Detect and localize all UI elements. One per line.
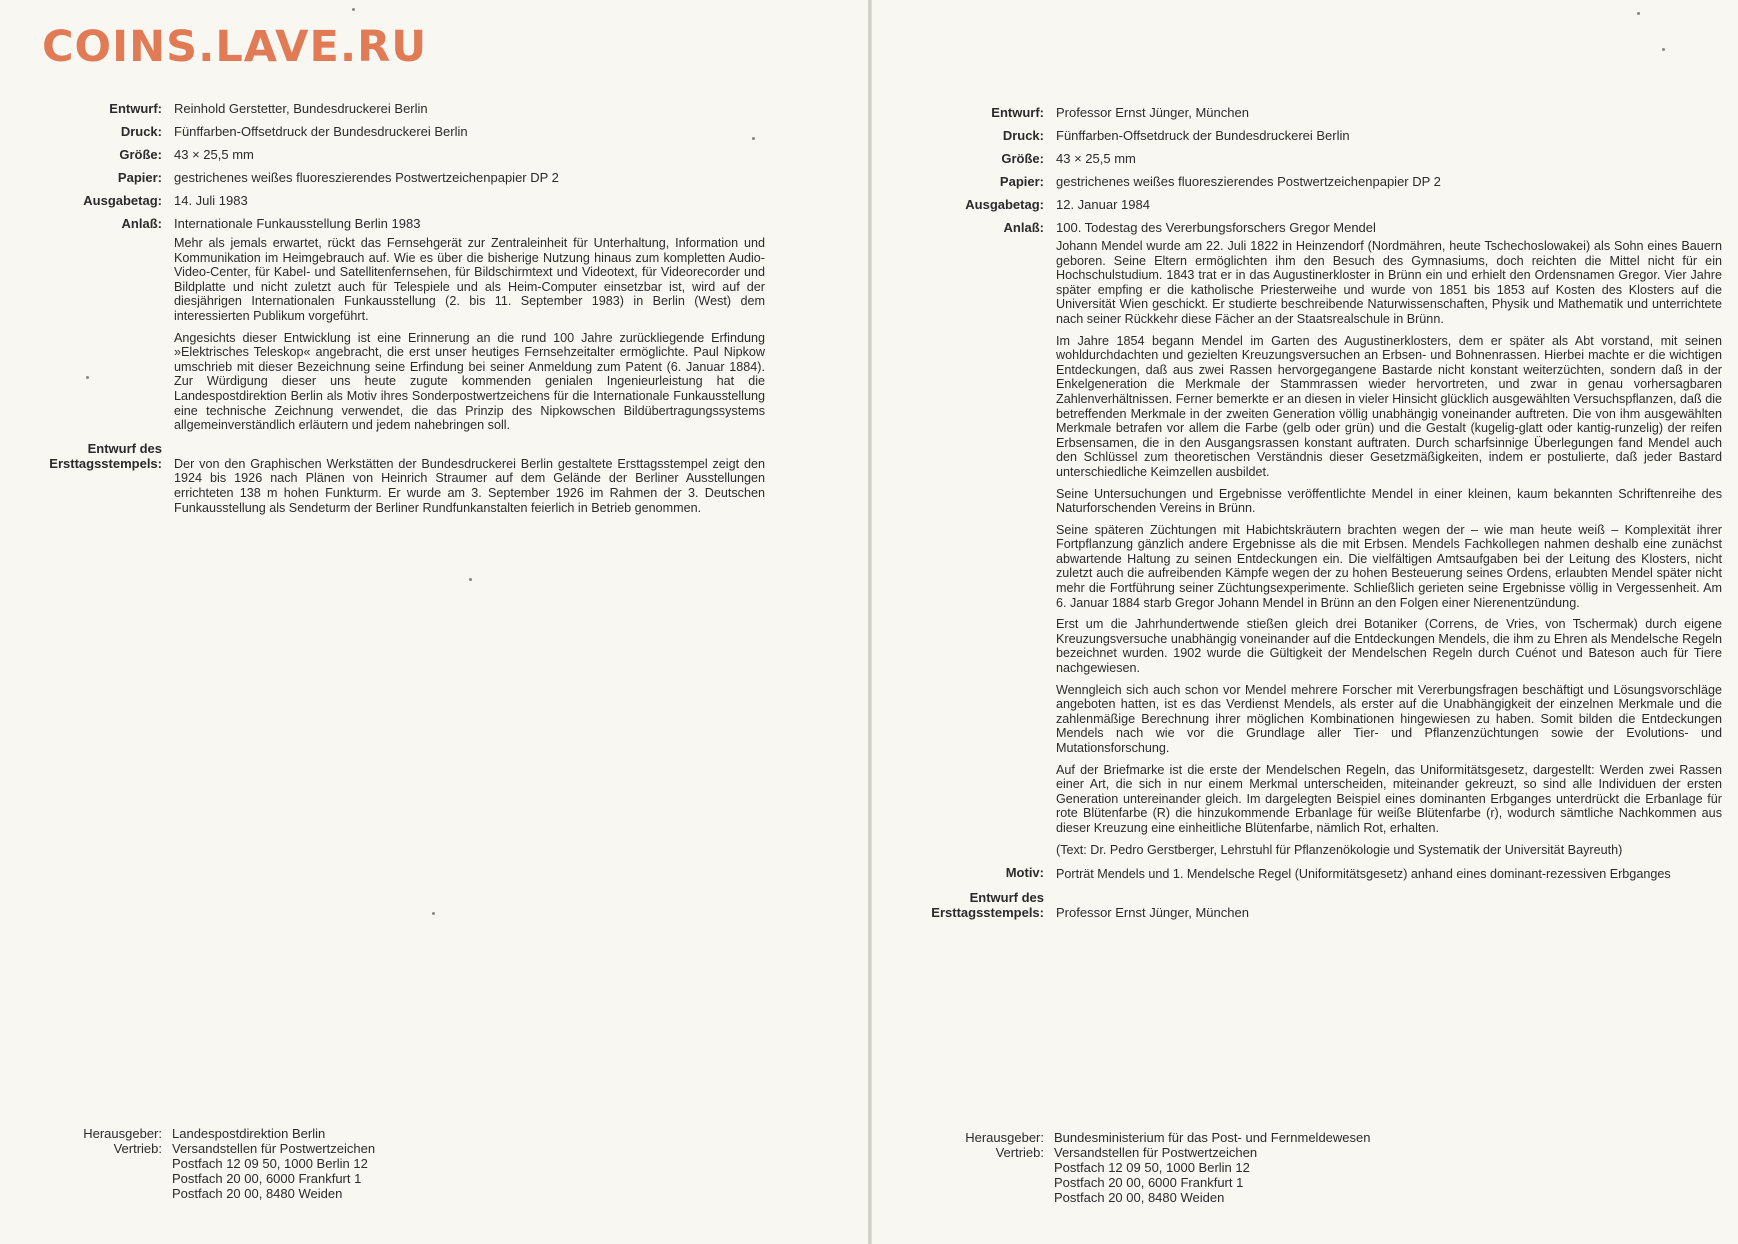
anlass-paragraph: Wenngleich sich auch schon vor Mendel mehrere Forscher mit Vererbungsfragen beschäftigt und Lösungsvorschläge angeboten hatten, ist es das Verdienst Mendels, als erster auf die Unabhängigkeit der einzelnen Merkmale und die zahlenmäßige Berechnung ihrer möglichen Kombinationen hingewiesen zu haben. Somit bilden die Entdeckungen Mendels nach wie vor die Grundlage aller Tier- und Pflanzenzüchtungen sowie der Evolutions- und Mutationsforschung. <box>1056 682 1722 755</box>
field-value: Professor Ernst Jünger, München <box>1056 105 1249 120</box>
footer-label: Herausgeber: <box>83 1126 162 1141</box>
label-line: Entwurf des <box>969 890 1044 906</box>
label-line: Ersttagsstempels: <box>49 455 162 471</box>
anlass-paragraph: Seine späteren Züchtungen mit Habichtskräutern brachten wegen der – wie man heute weiß – Komplexität ihrer Fortpflanzung gänzlich andere Ergebnisse als die mit Erbsen. Mendels Fachkollegen nahmen deshalb eine zunächst abwartende Haltung zu seinen Entdeckungen ein. Die vielfältigen Amtsaufgaben bei der Leitung des Klosters, nicht zuletzt auch die aufreibenden Kämpfe wegen der zu hohen Besteuerung seines Ordens, erlaubten Mendel später nicht mehr die Fortführung seiner Züchtungsexperimente. Schließlich gerieten seine Ergebnisse völlig in Vergessenheit. Am 6. Januar 1884 starb Gregor Johann Mendel in Brünn an den Folgen einer Nierenentzündung. <box>1056 522 1722 610</box>
field-label: Motiv: <box>1005 865 1044 881</box>
field-label: Anlaß: <box>1003 220 1044 235</box>
address-line: Postfach 20 00, 6000 Frankfurt 1 <box>172 1171 362 1186</box>
paper-speck <box>752 137 755 140</box>
label-line: Entwurf des <box>87 440 162 456</box>
paper-speck <box>1662 48 1665 51</box>
field-value <box>1056 865 1722 882</box>
anlass-paragraph: (Text: Dr. Pedro Gerstberger, Lehrstuhl für Pflanzenökologie und Systematik der Universität Bayreuth) <box>1056 842 1623 857</box>
label-line: Ersttagsstempels: <box>931 905 1044 921</box>
anlass-paragraph: Im Jahre 1854 begann Mendel im Garten des Augustinerklosters, dem er später als Abt vorstand, mit seinen wohldurchdachten und gezielten Kreuzungsversuchen an Erbsen- und Bohnenrassen. Hierbei machte er die wichtigen Entdeckungen, daß aus zwei Rassen hervorgegangene Bastarde nicht konstant weiterzüchten, sondern daß in der Enkelgeneration die Merkmale der Stammrassen wieder hervortreten, und zwar in genau vorhersagbaren Zahlenverhältnissen. Ferner bemerkte er an diesen in vieler Hinsicht glücklich ausgewählten Versuchspflanzen, daß die betreffenden Merkmale in der zweiten Generation völlig unabhängig voneinander auftreten. Die von ihm ausgewählten Merkmale betrafen vor allem die Farbe (gelb oder grün) und die Gestalt (kugelig-glatt oder kantig-runzelig) der reifen Erbsensamen, die in den Ausgangsrassen konstant auftraten. Durch scharfsinnige Überlegungen fand Mendel auch den Schlüssel zum theoretischen Verständnis dieser Gesetzmäßigkeiten, indem er postulierte, daß jeder Bastard unterschiedliche Keimzellen ausbildet. <box>1056 333 1722 479</box>
right-info-block <box>882 105 1722 928</box>
footer-herausgeber <box>20 1126 375 1141</box>
anlass-title: 100. Todestag des Vererbungsforschers Gregor Mendel <box>1056 220 1376 235</box>
paper-speck <box>86 376 89 379</box>
field-value: Professor Ernst Jünger, München <box>1056 905 1249 921</box>
paper-speck <box>469 578 472 581</box>
field-value: gestrichenes weißes fluoreszierendes Postwertzeichenpapier DP 2 <box>1056 174 1441 189</box>
field-label: Papier: <box>117 170 162 185</box>
footer-value: Bundesministerium für das Post- und Fernmeldewesen <box>1054 1130 1371 1145</box>
field-value: 14. Juli 1983 <box>174 193 248 208</box>
motiv-paragraph: Porträt Mendels und 1. Mendelsche Regel (Uniformitätsgesetz) anhand eines dominant-rezessiven Erbganges <box>1056 867 1671 882</box>
footer-value <box>172 1141 375 1201</box>
field-value: 12. Januar 1984 <box>1056 197 1150 212</box>
right-footer <box>882 1130 1370 1205</box>
left-row-papier <box>10 170 765 185</box>
paper-speck <box>1637 12 1640 15</box>
field-label: Papier: <box>999 174 1044 189</box>
paper-speck <box>432 912 435 915</box>
footer-vertrieb <box>882 1145 1370 1205</box>
left-row-ausgabetag <box>10 193 765 208</box>
left-row-anlass <box>10 216 765 433</box>
footer-label: Herausgeber: <box>965 1130 1044 1145</box>
right-sheet <box>872 0 1738 1244</box>
right-row-druck <box>882 128 1722 143</box>
right-row-papier <box>882 174 1722 189</box>
footer-label: Vertrieb: <box>995 1145 1044 1160</box>
right-row-motiv <box>882 865 1722 882</box>
address-line: Postfach 20 00, 6000 Frankfurt 1 <box>1054 1175 1244 1190</box>
address-line: Postfach 12 09 50, 1000 Berlin 12 <box>1054 1160 1250 1175</box>
anlass-paragraph: Erst um die Jahrhundertwende stießen gleich drei Botaniker (Correns, de Vries, von Tschermak) durch eigene Kreuzungsversuche unabhängig voneinander auf die Entdeckungen Mendels, die ihm zu Ehren als Mendelsche Regeln bezeichnet wurden. 1902 wurde die Gültigkeit der Mendelschen Regeln durch Cuénot und Bateson auch für Tiere nachgewiesen. <box>1056 617 1722 676</box>
field-label: Ausgabetag: <box>965 197 1044 212</box>
field-value: 43 × 25,5 mm <box>174 147 254 162</box>
footer-vertrieb <box>20 1141 375 1201</box>
right-row-ersttagsstempel <box>882 890 1722 920</box>
paper-speck <box>352 8 355 11</box>
field-label: Entwurf: <box>109 101 162 116</box>
footer-value <box>1054 1145 1257 1205</box>
field-label: Anlaß: <box>121 216 162 231</box>
left-row-ersttagsstempel <box>10 441 765 515</box>
anlass-paragraph: Seine Untersuchungen und Ergebnisse veröffentlichte Mendel in einer kleinen, kaum bekannten Schriftenreihe des Naturforschenden Vereins in Brünn. <box>1056 486 1722 516</box>
right-row-entwurf <box>882 105 1722 120</box>
address-line: Versandstellen für Postwertzeichen <box>172 1141 376 1156</box>
field-value: Fünffarben-Offsetdruck der Bundesdruckerei Berlin <box>174 124 468 139</box>
left-sheet <box>0 0 868 1244</box>
field-value: Reinhold Gerstetter, Bundesdruckerei Berlin <box>174 101 428 116</box>
field-value: 43 × 25,5 mm <box>1056 151 1136 166</box>
anlass-paragraph: Auf der Briefmarke ist die erste der Mendelschen Regeln, das Uniformitätsgesetz, dargestellt: Werden zwei Rassen einer Art, die sich in nur einem Merkmal unterscheiden, miteinander gekreuzt, so sind alle Individuen der ersten Generation untereinander gleich. Im dargelegten Beispiel eines dominanten Erbganges unterdrückt die Erbanlage für rote Blütenfarbe (R) die hinzukommende Erbanlage für weiße Blütenfarbe (r), wodurch sämtliche Nachkommen aus dieser Kreuzung eine einheitliche Blütenfarbe, nämlich Rot, erhalten. <box>1056 762 1722 835</box>
anlass-title: Internationale Funkausstellung Berlin 1983 <box>174 216 421 231</box>
field-value <box>174 441 765 515</box>
field-label <box>882 890 1056 920</box>
stamp-paragraph: Der von den Graphischen Werkstätten der Bundesdruckerei Berlin gestaltete Ersttagsstempel zeigt den 1924 bis 1926 nach Plänen von Heinrich Straumer auf dem Gelände der Berliner Ausstellungen errichteten 138 m hohen Funkturm. Er wurde am 3. September 1926 im Rahmen der 3. Deutschen Funkausstellung als Sendeturm der Berliner Rundfunkanstalten feierlich in Betrieb genommen. <box>174 456 765 515</box>
field-label <box>10 441 174 515</box>
anlass-paragraph: Angesichts dieser Entwicklung ist eine Erinnerung an die rund 100 Jahre zurückliegende Erfindung »Elektrisches Teleskop« angebracht, die erst unser heutiges Fernsehzeitalter ermöglichte. Paul Nipkow umschrieb mit dieser Bezeichnung seine Erfindung bei seiner Anmeldung zum Patent (6. Januar 1884). Zur Würdigung dieser uns heute zugute kommenden genialen Ingenieurleistung hat die Landespostdirektion Berlin als Motiv ihres Sonderpostwertzeichens für die Internationale Funkausstellung eine technische Zeichnung verwendet, die das Prinzip des Nipkowschen Bildübertragungssystems allgemeinverständlich erläutern und jedem nahebringen soll. <box>174 330 765 433</box>
address-line: Postfach 20 00, 8480 Weiden <box>172 1186 343 1201</box>
field-value: Fünffarben-Offsetdruck der Bundesdruckerei Berlin <box>1056 128 1350 143</box>
field-value: gestrichenes weißes fluoreszierendes Postwertzeichenpapier DP 2 <box>174 170 559 185</box>
field-label: Druck: <box>120 124 162 139</box>
field-label: Entwurf: <box>991 105 1044 120</box>
footer-value: Landespostdirektion Berlin <box>172 1126 326 1141</box>
left-footer <box>20 1126 375 1201</box>
address-line: Postfach 12 09 50, 1000 Berlin 12 <box>172 1156 368 1171</box>
field-value <box>1056 220 1722 857</box>
field-label: Größe: <box>1001 151 1044 166</box>
field-label: Ausgabetag: <box>83 193 162 208</box>
anlass-paragraph: Mehr als jemals erwartet, rückt das Fernsehgerät zur Zentraleinheit für Unterhaltung, Information und Kommunikation im Heimgebrauch auf. Wie es über die bisherige Nutzung hinaus zum kompletten Audio-Video-Center, für Kabel- und Satellitenfernsehen, für Bildschirmtext und Videotext, für Videorecorder und Bildplatte und nicht zuletzt auch für Telespiele und als Heim-Computer einsetzbar ist, wird auf der diesjährigen Internationalen Funkausstellung (2. bis 11. September 1983) in Berlin (West) dem interessierten Publikum vorgeführt. <box>174 236 765 323</box>
left-row-druck <box>10 124 765 139</box>
left-info-block <box>10 101 765 523</box>
right-row-groesse <box>882 151 1722 166</box>
left-row-groesse <box>10 147 765 162</box>
right-row-ausgabetag <box>882 197 1722 212</box>
field-label: Druck: <box>1002 128 1044 143</box>
field-label: Größe: <box>119 147 162 162</box>
footer-label: Vertrieb: <box>113 1141 162 1156</box>
anlass-paragraph: Johann Mendel wurde am 22. Juli 1822 in Heinzendorf (Nordmähren, heute Tschechoslowakei) als Sohn eines Bauern geboren. Seine Eltern ermöglichten ihm den Besuch des Gymnasiums, doch reichten die Mittel nicht für ein Hochschulstudium. 1843 trat er in das Augustinerkloster in Brünn ein und erhielt den Ordensnamen Gregor. Vier Jahre später empfing er die katholische Priesterweihe und wurde von 1851 bis 1853 auf Kosten des Klosters auf die Universität Wien geschickt. Er studierte beschreibende Naturwissenschaften, Physik und Mathematik und unterrichtete nach seiner Rückkehr diese Fächer an der Staatsrealschule in Brünn. <box>1056 239 1722 326</box>
left-row-entwurf <box>10 101 765 116</box>
footer-herausgeber <box>882 1130 1370 1145</box>
address-line: Postfach 20 00, 8480 Weiden <box>1054 1190 1225 1205</box>
right-row-anlass <box>882 220 1722 857</box>
field-value <box>174 216 765 433</box>
watermark: COINS.LAVE.RU <box>42 22 428 72</box>
address-line: Versandstellen für Postwertzeichen <box>1054 1145 1258 1160</box>
